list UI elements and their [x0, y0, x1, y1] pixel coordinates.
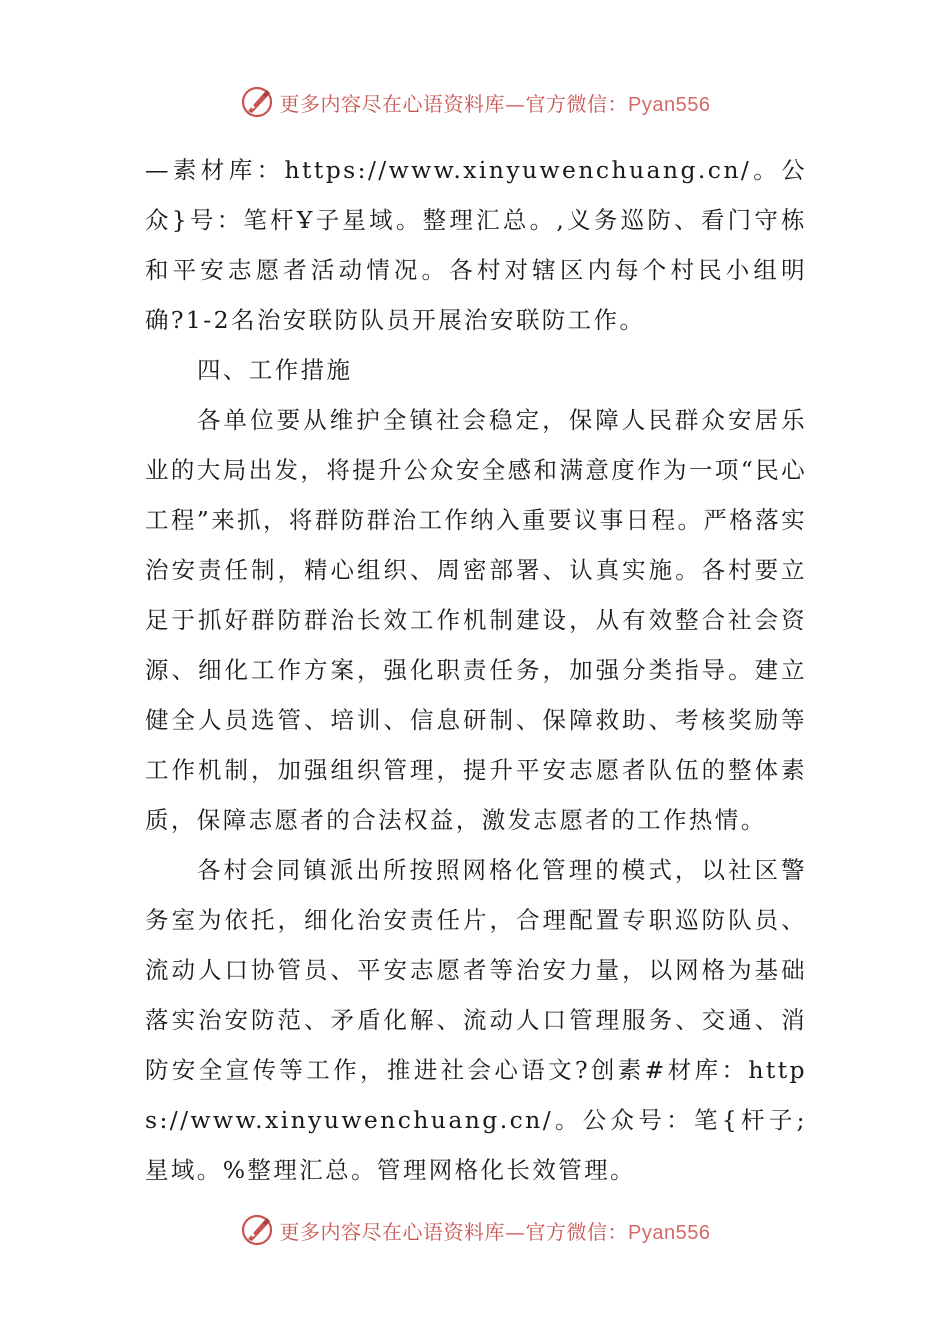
document-body — [145, 145, 807, 1195]
header-banner — [0, 82, 950, 122]
footer-wechat-id: Pyan556 — [628, 1221, 711, 1244]
paragraph-measures: 各单位要从维护全镇社会稳定，保障人民群众安居乐业的大局出发，将提升公众安全感和满意度作为一项“民心工程”来抓，将群防群治工作纳入重要议事日程。严格落实治安责任制，精心组织、周密部署、认真实施。各村要立足于抓好群防群治长效工作机制建设，从有效整合社会资源、细化工作方案，强化职责任务，加强分类指导。建立健全人员选管、培训、信息研制、保障救助、考核奖励等工作机制，加强组织管理，提升平安志愿者队伍的整体素质，保障志愿者的合法权益，激发志愿者的工作热情。 — [145, 406, 807, 834]
footer-banner-text: 更多内容尽在心语资料库—官方微信：Pyan556 — [279, 1219, 711, 1244]
paragraph-grid-management: 各村会同镇派出所按照网格化管理的模式，以社区警务室为依托，细化治安责任片，合理配置专职巡防队员、流动人口协管员、平安志愿者等治安力量，以网格为基础落实治安防范、矛盾化解、流动人口管理服务、交通、消防安全宣传等工作，推进社会心语文?创素#材库：https://www.xinyuwenchuang.cn/。公众号：笔{杆子;星域。%整理汇总。管理网格化长效管理。 — [145, 856, 807, 1184]
header-banner-text: 更多内容尽在心语资料库—官方微信：Pyan556 — [279, 91, 711, 116]
section-heading: 四、工作措施 — [197, 356, 353, 384]
footer-banner — [0, 1210, 950, 1250]
pen-nib-circle-logo-icon — [240, 85, 274, 119]
paragraph-continuation: —素材库：https://www.xinyuwenchuang.cn/。公众}号：笔杆Ұ子星域。整理汇总。,义务巡防、看门守栋和平安志愿者活动情况。各村对辖区内每个村民小组明确?1-2名治安联防队员开展治安联防工作。 — [145, 156, 807, 334]
header-wechat-id: Pyan556 — [628, 93, 711, 116]
pen-nib-circle-logo-icon — [240, 1213, 274, 1247]
